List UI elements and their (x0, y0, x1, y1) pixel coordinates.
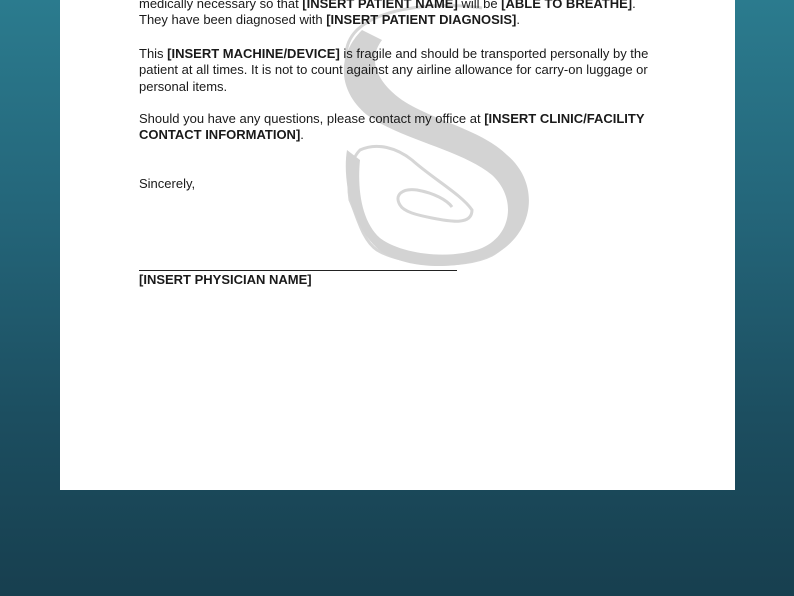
placeholder-machine-device: [INSERT MACHINE/DEVICE] (167, 46, 340, 61)
physician-name-placeholder: [INSERT PHYSICIAN NAME] (139, 272, 312, 287)
signature-line (139, 270, 457, 271)
placeholder-patient-name: [INSERT PATIENT NAME] (302, 0, 458, 11)
closing-sincerely: Sincerely, (139, 176, 196, 191)
paragraph-device: This [INSERT MACHINE/DEVICE] is fragile and should be transported personally by the patient at all times. It is not to count against any airline allowance for carry-on luggage or personal items. (139, 46, 649, 94)
placeholder-able-to-breathe: [ABLE TO BREATHE] (501, 0, 633, 11)
document-page (60, 0, 735, 490)
paragraph-diagnosis: medically necessary so that [INSERT PATIENT NAME] will be [ABLE TO BREATHE]. They have been diagnosed with [INSERT PATIENT DIAGNOSIS]. (139, 0, 659, 29)
placeholder-patient-diagnosis: [INSERT PATIENT DIAGNOSIS] (326, 12, 517, 28)
placeholder-clinic-contact: [INSERT CLINIC/FACILITY CONTACT INFORMATION] (139, 111, 645, 143)
paragraph-contact: Should you have any questions, please contact my office at [INSERT CLINIC/FACILITY CONTACT INFORMATION]. (139, 111, 645, 143)
